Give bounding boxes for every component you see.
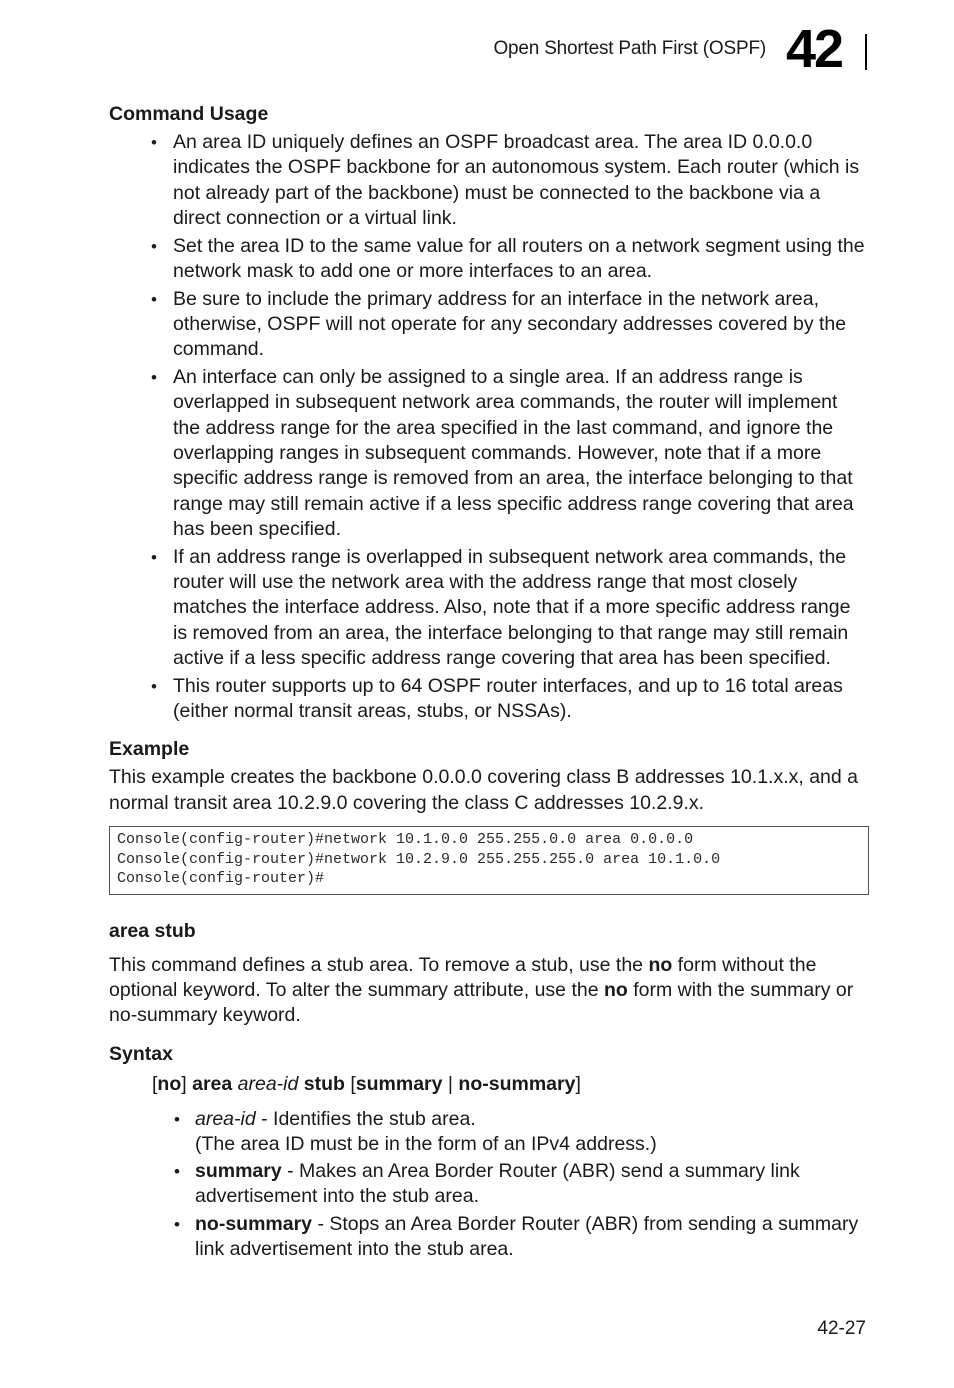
command-usage-list <box>109 130 869 724</box>
example-description: This example creates the backbone 0.0.0.0 covering class B addresses 10.1.x.x, and a normal transit area 10.2.9.0 covering the class C addresses 10.2.9.x. <box>109 766 859 814</box>
list-item: • Set the area ID to the same value for all routers on a network segment using the network mask to add one or more interfaces to an area. <box>109 234 869 285</box>
code-block <box>109 826 869 895</box>
command-description: This command defines a stub area. To remove a stub, use the no form without the optional keyword. To alter the summary attribute, use the no form with the summary or no-summary keyword. <box>109 953 854 1027</box>
code-line: Console(config-router)#network 10.1.0.0 255.255.0.0 area 0.0.0.0 <box>117 830 694 848</box>
code-line: Console(config-router)# <box>117 870 325 888</box>
chapter-number: 42 <box>786 19 843 79</box>
example-heading: Example <box>109 738 190 761</box>
page-body <box>109 100 869 1264</box>
command-name-heading: area stub <box>109 919 196 942</box>
list-item: • This router supports up to 64 OSPF router interfaces, and up to 16 total areas (either normal transit areas, stubs, or NSSAs). <box>109 674 869 725</box>
list-item: • no-summary - Stops an Area Border Router (ABR) from sending a summary link advertisement into the stub area. <box>109 1212 869 1263</box>
running-header-title: Open Shortest Path First (OSPF) <box>493 38 766 59</box>
syntax-params-list <box>109 1107 869 1263</box>
chapter-divider <box>865 34 867 70</box>
command-usage-heading: Command Usage <box>109 103 269 125</box>
syntax-heading: Syntax <box>109 1042 173 1065</box>
list-item: • An interface can only be assigned to a single area. If an address range is overlapped in subsequent network area commands, the router will implement the address range for the area specified in the last command, and ignore the overlapping ranges in subsequent commands. However, note that if a more specific address range is removed from an area, the interface belonging to that range may still remain active if a less specific address range covering that area has been specified. <box>109 365 869 542</box>
list-item: • If an address range is overlapped in subsequent network area commands, the router will use the network area with the address range that most closely matches the interface address. Also, note that if a more specific address range is removed from an area, the interface belonging to that range may still remain active if a less specific address range covering that area has been specified. <box>109 545 869 671</box>
list-item: • Be sure to include the primary address for an interface in the network area, otherwise, OSPF will not operate for any secondary addresses covered by the command. <box>109 287 869 363</box>
list-item: • area-id - Identifies the stub area. (The area ID must be in the form of an IPv4 address.) <box>109 1107 869 1158</box>
page-number: 42-27 <box>817 1318 866 1339</box>
list-item: • summary - Makes an Area Border Router (ABR) send a summary link advertisement into the stub area. <box>109 1159 869 1210</box>
list-item: • An area ID uniquely defines an OSPF broadcast area. The area ID 0.0.0.0 indicates the OSPF backbone for an autonomous system. Each router (which is not already part of the backbone) must be connected to the backbone via a direct connection or a virtual link. <box>109 130 869 231</box>
code-line: Console(config-router)#network 10.2.9.0 255.255.255.0 area 10.1.0.0 <box>117 850 721 868</box>
syntax-line: [no] area area-id stub [summary | no-summary] <box>152 1072 581 1095</box>
